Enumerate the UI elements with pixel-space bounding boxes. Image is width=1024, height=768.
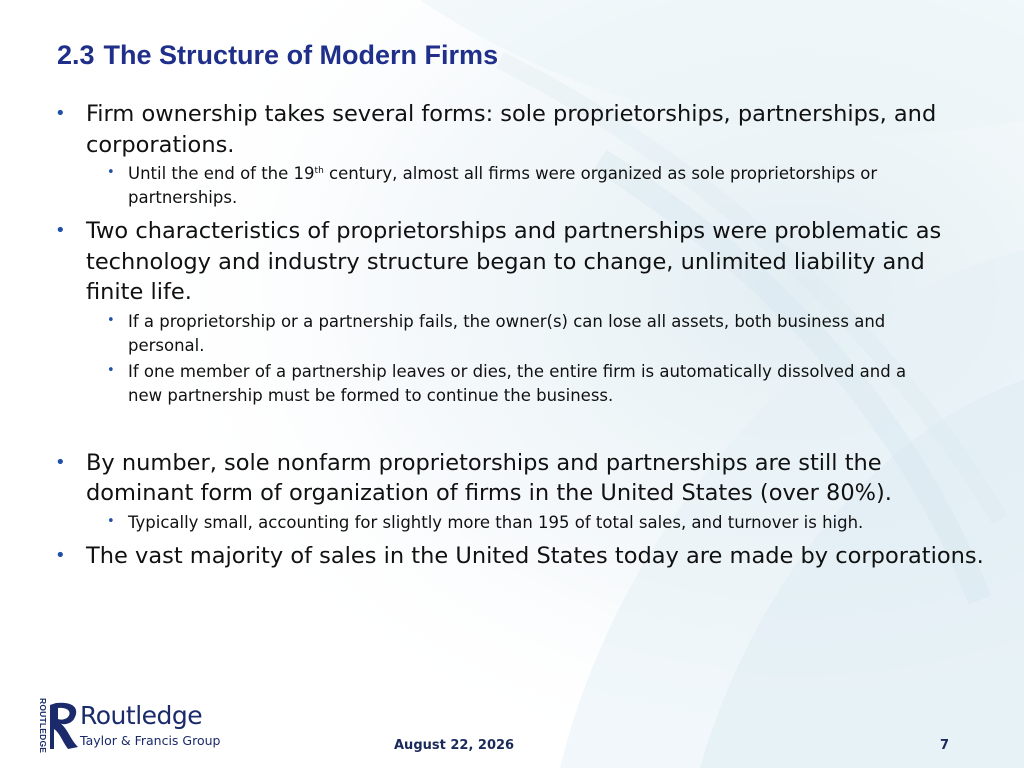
sub-bullet-icon: • [107, 165, 115, 180]
sub-bullet-text: If one member of a partnership leaves or dies, the entire firm is automatically dissolved and a new partnership must be formed to continue the business. [128, 361, 907, 405]
sub-bullet-item [0, 162, 984, 210]
page-number: 7 [940, 738, 950, 753]
routledge-r-icon [48, 699, 82, 751]
sub-bullet-item [0, 360, 984, 408]
sub-bullet-icon: • [107, 513, 115, 529]
title-text: The Structure of Modern Firms [103, 40, 499, 70]
bullet-list [0, 99, 1024, 577]
bullet-text: The vast majority of sales in the United States today are made by corporations. [86, 542, 984, 569]
logo-brand-text: Routledge [80, 701, 203, 730]
bullet-item [0, 216, 1024, 408]
bullet-item [0, 541, 1024, 572]
superscript: th [314, 166, 324, 176]
sub-bullet-icon: • [107, 362, 115, 378]
slide-title [57, 40, 498, 71]
bullet-icon: • [55, 451, 66, 473]
routledge-logo [34, 698, 220, 752]
sub-bullet-icon: • [107, 312, 115, 328]
bullet-text: By number, sole nonfarm proprietorships and partnerships are still the dominant form of organization of firms in the United States (over 80%). [86, 449, 892, 506]
bullet-text: Two characteristics of proprietorships and partnerships were problematic as technology and industry structure began to change, unlimited liability and finite life. [86, 218, 942, 305]
spacer [0, 414, 1024, 448]
sub-bullet-text: Typically small, accounting for slightly more than 195 of total sales, and turnover is high. [128, 512, 864, 532]
bullet-icon: • [55, 103, 66, 124]
sub-bullet-text: If a proprietorship or a partnership fails, the owner(s) can lose all assets, both business and personal. [128, 311, 886, 355]
logo-vertical-text: ROUTLEDGE [38, 698, 48, 754]
sub-bullet-text: Until the end of the 19th century, almost all firms were organized as sole proprietorships or partnerships. [128, 164, 878, 207]
section-number: 2.3 [57, 40, 95, 70]
sub-bullet-item [0, 511, 984, 535]
sub-bullet-item [0, 310, 984, 358]
bullet-item [0, 448, 1024, 535]
bullet-item [0, 99, 1024, 210]
bullet-text: Firm ownership takes several forms: sole proprietorships, partnerships, and corporations. [86, 101, 937, 158]
bullet-icon: • [55, 544, 66, 566]
bullet-icon: • [55, 220, 66, 241]
footer-date: August 22, 2026 [394, 738, 515, 753]
logo-subtitle: Taylor & Francis Group [80, 733, 221, 748]
